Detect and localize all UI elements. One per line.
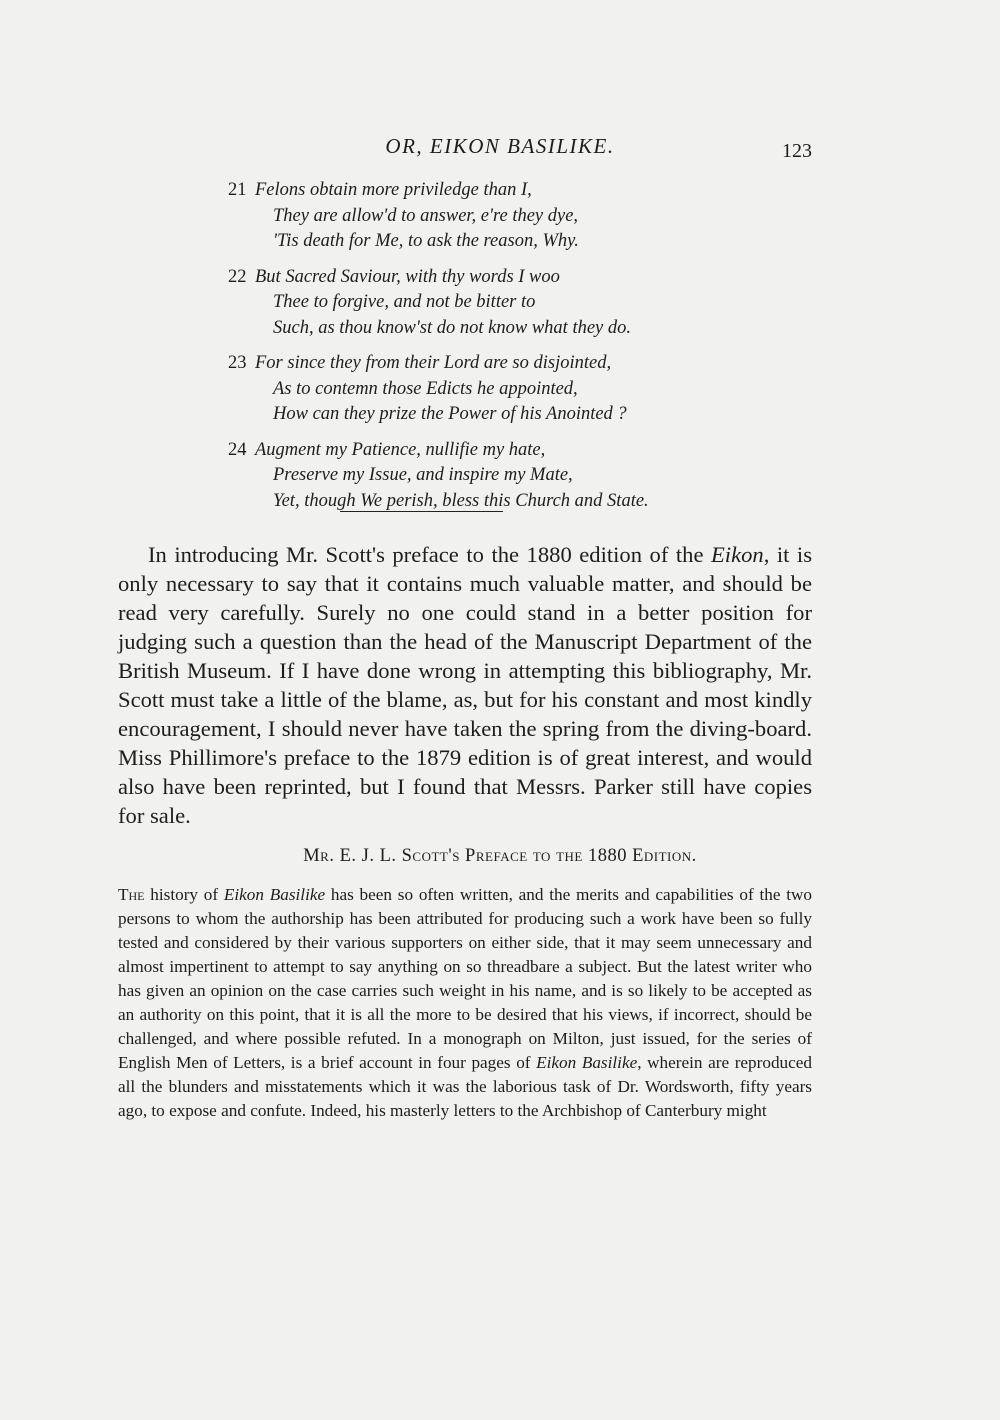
intro-text-start: In introducing Mr. Scott's preface to the 1880 edition of the (148, 542, 711, 567)
page-number: 123 (782, 140, 812, 162)
stanza-21 (228, 178, 708, 255)
preface-lead-word: The (118, 885, 145, 904)
verse-line (228, 178, 708, 204)
verse-line: Yet, though We perish, bless this Church and State. (273, 490, 649, 511)
intro-book-title: Eikon (710, 542, 764, 567)
verse-line (228, 351, 708, 377)
preface-text-part: history of (144, 885, 224, 904)
preface-text (118, 883, 812, 1123)
intro-paragraph (118, 540, 812, 830)
verse-text: Augment my Patience, nullifie my hate, (255, 439, 546, 460)
verse-text: For since they from their Lord are so disjointed, (255, 353, 612, 373)
section-heading: Mr. E. J. L. Scott's Preface to the 1880 Edition. (303, 846, 697, 866)
intro-text-rest: , it is only necessary to say that it contains much valuable matter, and should be read very carefully. Surely no one could stand in a better position for judging such a question than the head of the Manuscript Department of the British Museum. If I have done wrong in attempting this bibliography, Mr. Scott must take a little of the blame, as, but for his constant and most kindly encouragement, I should never have taken the spring from the diving-board. Miss Phillimore's preface to the 1879 edition is of great interest, and would also have been reprinted, but I found that Messrs. Parker still have copies for sale. (118, 542, 812, 828)
verse-line: How can they prize the Power of his Anointed ? (273, 404, 627, 424)
preface-paragraph (118, 883, 812, 1123)
verse-line: As to contemn those Edicts he appointed, (273, 378, 578, 399)
section-divider (340, 511, 503, 512)
intro-text (118, 540, 812, 830)
verse-line (228, 265, 708, 291)
preface-text-part: has been so often written, and the merits and capabilities of the two persons to whom the authorship has been attributed for producing such a work have been so fully tested and considered by their various supporters on either side, that it may seem unnecessary and almost impertinent to attempt to say anything on so threadbare a subject. But the latest writer who has given an opinion on the case carries such weight in his name, and is so likely to be accepted as an authority on this point, that it is all the more to be desired that his views, if incorrect, should be challenged, and where possible refuted. In a monograph on Milton, just issued, for the series of English Men of Letters, is a brief account in four pages of (118, 885, 812, 1072)
stanza-23 (228, 351, 708, 428)
verse-line: Preserve my Issue, and inspire my Mate, (273, 465, 573, 485)
poem (228, 178, 708, 524)
stanza-number: 22 (228, 266, 247, 287)
verse-line (228, 438, 708, 464)
verse-line: They are allow'd to answer, e're they dye, (273, 205, 579, 226)
running-head (0, 134, 1000, 164)
preface-text-part: , wherein are reproduced all the blunders and misstatements which it was the laborious task of Dr. Wordsworth, fifty years ago, to expose and confute. Indeed, his masterly letters to the Archbishop of Canterbury might (118, 1053, 812, 1120)
verse-line: 'Tis death for Me, to ask the reason, Why. (273, 231, 579, 251)
preface-book-title: Eikon Basilike (223, 885, 326, 904)
stanza-24 (228, 438, 708, 515)
running-title: OR, EIKON BASILIKE. (385, 134, 615, 158)
verse-line: Such, as thou know'st do not know what they do. (273, 317, 632, 338)
stanza-number: 21 (228, 180, 247, 200)
verse-line: Thee to forgive, and not be bitter to (273, 292, 536, 312)
verse-text: But Sacred Saviour, with thy words I woo (255, 266, 560, 287)
stanza-22 (228, 265, 708, 342)
verse-text: Felons obtain more priviledge than I, (255, 180, 532, 200)
preface-book-title: Eikon Basilike (536, 1053, 638, 1072)
stanza-number: 23 (228, 353, 247, 373)
stanza-number: 24 (228, 439, 247, 460)
